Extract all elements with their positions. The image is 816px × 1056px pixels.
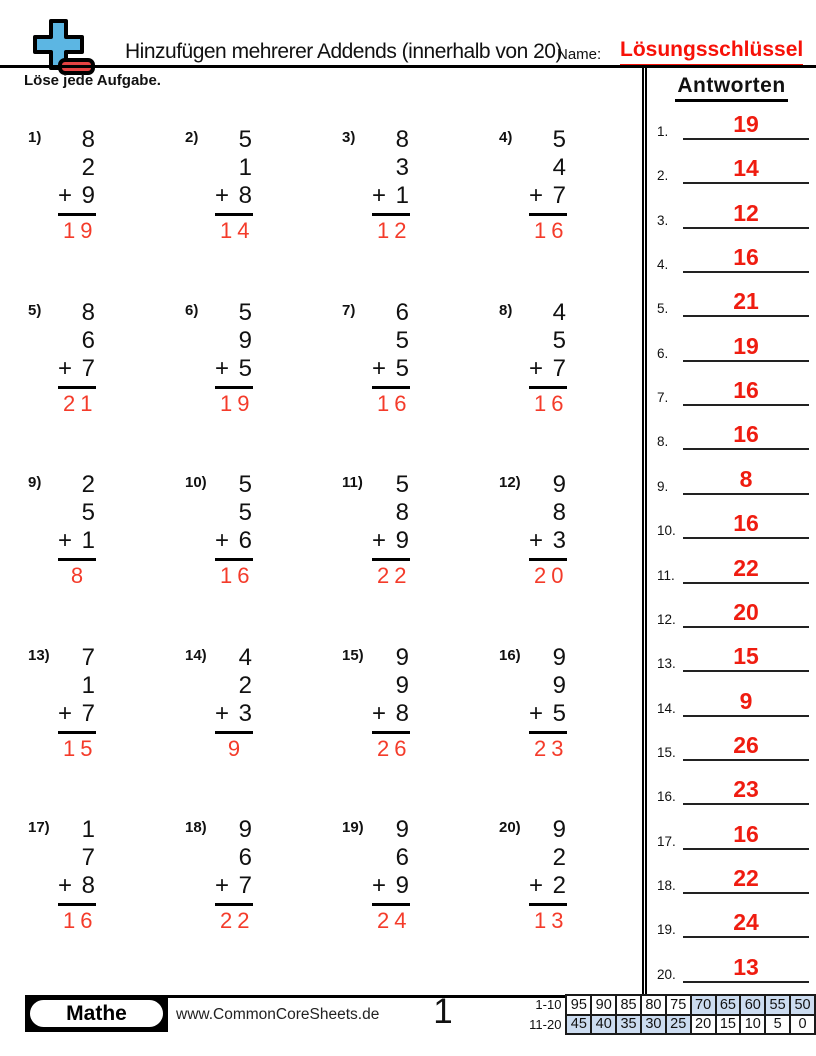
problem-column [372, 471, 410, 589]
answer-blank-line: 20 [683, 599, 809, 628]
addend-1: 2 [81, 471, 94, 498]
answer-row [657, 908, 809, 938]
grading-cell: 10 [740, 1015, 765, 1035]
plus-sign: + [372, 182, 386, 209]
answer-row [657, 110, 809, 140]
plus-sign: + [215, 700, 229, 727]
answer-row [657, 465, 809, 495]
answer-number: 1. [657, 124, 669, 139]
problem-column [215, 816, 253, 934]
addend-3: 8 [238, 182, 251, 209]
subject-badge [25, 995, 168, 1032]
grading-cell: 25 [666, 1015, 691, 1035]
answer-number: 15. [657, 744, 676, 760]
answer-row [657, 598, 809, 628]
problem-answer: 12 [377, 218, 412, 243]
problem-answer: 24 [377, 908, 412, 933]
plus-sign: + [215, 355, 229, 382]
math-problem [28, 471, 96, 589]
problem-answer: 20 [534, 563, 569, 588]
math-problem [499, 126, 567, 244]
addend-3-row [58, 527, 96, 555]
problem-column [215, 471, 253, 589]
addend-2: 8 [552, 499, 565, 526]
math-problem [185, 644, 253, 762]
sum-line [372, 731, 410, 734]
grading-cell: 80 [641, 995, 666, 1015]
problem-number: 19) [342, 819, 364, 836]
grading-row [518, 1015, 815, 1035]
answer-row [657, 154, 809, 184]
answer-number: 8. [657, 434, 669, 450]
addend-1: 5 [552, 126, 565, 153]
plus-sign: + [372, 355, 386, 382]
sum-line [58, 731, 96, 734]
addend-3-row [58, 182, 96, 210]
math-problem [499, 471, 567, 589]
answer-row [657, 509, 809, 539]
addend-2: 2 [552, 844, 565, 871]
grading-cell: 40 [591, 1015, 616, 1035]
plus-sign: + [58, 700, 72, 727]
addend-2: 3 [395, 154, 408, 181]
addend-1: 4 [552, 299, 565, 326]
math-problem [499, 644, 567, 762]
problem-column [58, 816, 96, 934]
subject-label: Mathe [30, 1000, 163, 1027]
answer-blank-line: 15 [683, 643, 809, 672]
addend-1: 8 [395, 126, 408, 153]
math-problem [342, 299, 410, 417]
answer-blank-line: 19 [683, 333, 809, 362]
addend-1: 9 [395, 644, 408, 671]
answer-row [657, 731, 809, 761]
answer-blank-line: 16 [683, 510, 809, 539]
addend-1: 9 [238, 816, 251, 843]
plus-minus-logo-icon [26, 18, 98, 78]
addend-3-row [529, 700, 567, 728]
addend-3-row [529, 182, 567, 210]
addend-1: 9 [552, 644, 565, 671]
answer-row [657, 420, 809, 450]
plus-sign: + [58, 872, 72, 899]
addend-2: 2 [238, 672, 251, 699]
addend-3-row [372, 355, 410, 383]
addend-3: 8 [395, 700, 408, 727]
problem-answer: 19 [220, 391, 255, 416]
problem-number: 4) [499, 129, 513, 146]
sum-line [529, 558, 567, 561]
answer-row [657, 199, 809, 229]
answer-row [657, 332, 809, 362]
problem-column [372, 644, 410, 762]
problem-number: 15) [342, 647, 364, 664]
problem-column [58, 126, 96, 244]
problem-answer: 16 [534, 391, 569, 416]
plus-sign: + [372, 872, 386, 899]
sum-line [372, 903, 410, 906]
answer-row [657, 287, 809, 317]
problem-number: 1) [28, 129, 42, 146]
addend-1: 9 [552, 816, 565, 843]
addend-3-row [372, 527, 410, 555]
sum-line [215, 903, 253, 906]
problem-number: 3) [342, 129, 356, 146]
problem-number: 5) [28, 302, 42, 319]
addend-3-row [58, 700, 96, 728]
problem-column [58, 471, 96, 589]
plus-sign: + [215, 527, 229, 554]
answer-number: 18. [657, 877, 676, 893]
addend-3: 5 [238, 355, 251, 382]
grading-row [518, 995, 815, 1015]
addend-3-row [215, 182, 253, 210]
problem-column [529, 644, 567, 762]
answer-row [657, 775, 809, 805]
answer-blank-line: 21 [683, 288, 809, 317]
problem-number: 2) [185, 129, 199, 146]
answer-blank-line: 22 [683, 555, 809, 584]
addend-2: 1 [81, 672, 94, 699]
addend-1: 8 [81, 299, 94, 326]
answer-number: 19. [657, 922, 676, 938]
addend-3-row [58, 355, 96, 383]
problem-number: 11) [342, 474, 363, 491]
answers-header [647, 74, 816, 102]
problem-number: 13) [28, 647, 50, 664]
addend-3-row [215, 355, 253, 383]
plus-sign: + [58, 355, 72, 382]
problem-column [215, 644, 253, 762]
grading-cell: 95 [566, 995, 591, 1015]
sum-line [372, 558, 410, 561]
answer-number: 14. [657, 700, 676, 716]
addend-3: 7 [81, 355, 94, 382]
sum-line [58, 213, 96, 216]
grading-cell: 85 [616, 995, 641, 1015]
addend-3: 2 [552, 872, 565, 899]
addend-3-row [58, 872, 96, 900]
addend-2: 2 [81, 154, 94, 181]
answer-number: 9. [657, 478, 669, 494]
math-problem [28, 299, 96, 417]
answer-key-label: Lösungsschlüssel [620, 38, 803, 66]
grading-cell: 90 [591, 995, 616, 1015]
addend-3-row [215, 527, 253, 555]
answer-number: 4. [657, 257, 669, 273]
math-problem [342, 471, 410, 589]
addend-1: 7 [81, 644, 94, 671]
plus-sign: + [529, 700, 543, 727]
addend-3: 5 [552, 700, 565, 727]
addend-2: 1 [238, 154, 251, 181]
problem-answer: 21 [63, 391, 98, 416]
answer-blank-line: 26 [683, 732, 809, 761]
problem-number: 6) [185, 302, 199, 319]
grading-cell: 45 [566, 1015, 591, 1035]
problem-number: 10) [185, 474, 207, 491]
math-problem [28, 644, 96, 762]
problem-answer: 8 [70, 563, 89, 588]
answer-row [657, 243, 809, 273]
problem-column [215, 126, 253, 244]
plus-sign: + [529, 355, 543, 382]
answer-blank-line: 13 [683, 954, 809, 983]
answer-number: 2. [657, 168, 669, 184]
sum-line [215, 386, 253, 389]
answer-blank-line: 16 [683, 377, 809, 406]
grading-cell: 70 [691, 995, 716, 1015]
problem-column [58, 644, 96, 762]
answer-blank-line: 16 [683, 821, 809, 850]
answer-blank-line: 14 [683, 155, 809, 184]
math-problem [499, 816, 567, 934]
grading-cell: 35 [616, 1015, 641, 1035]
sum-line [529, 903, 567, 906]
problem-number: 16) [499, 647, 521, 664]
instruction-text: Löse jede Aufgabe. [24, 72, 161, 89]
sum-line [215, 731, 253, 734]
answer-number: 3. [657, 212, 669, 228]
answer-blank-line: 12 [683, 200, 809, 229]
grading-row-label: 1-10 [535, 997, 562, 1013]
addend-3-row [529, 872, 567, 900]
answer-row [657, 376, 809, 406]
addend-2: 5 [238, 499, 251, 526]
addend-3: 9 [395, 527, 408, 554]
addend-3-row [529, 355, 567, 383]
problem-answer: 13 [534, 908, 569, 933]
answer-row [657, 642, 809, 672]
problem-number: 14) [185, 647, 207, 664]
sum-line [529, 213, 567, 216]
problem-answer: 14 [220, 218, 255, 243]
grading-cell: 55 [765, 995, 790, 1015]
problem-column [372, 126, 410, 244]
problem-answer: 16 [377, 391, 412, 416]
problem-answer: 22 [377, 563, 412, 588]
math-problem [342, 816, 410, 934]
problem-number: 8) [499, 302, 513, 319]
addend-1: 8 [81, 126, 94, 153]
addend-3: 7 [552, 355, 565, 382]
problem-column [372, 816, 410, 934]
problem-number: 18) [185, 819, 207, 836]
answer-blank-line: 9 [683, 688, 809, 717]
problem-number: 20) [499, 819, 521, 836]
answer-blank-line: 23 [683, 776, 809, 805]
math-problem [28, 126, 96, 244]
problem-column [215, 299, 253, 417]
problem-answer: 16 [220, 563, 255, 588]
answer-number: 16. [657, 789, 676, 805]
sum-line [372, 386, 410, 389]
addend-1: 1 [81, 816, 94, 843]
website-url: www.CommonCoreSheets.de [176, 1006, 380, 1023]
answer-number: 13. [657, 656, 676, 672]
problem-number: 7) [342, 302, 356, 319]
problem-answer: 26 [377, 736, 412, 761]
addend-1: 4 [238, 644, 251, 671]
sum-line [529, 386, 567, 389]
problem-answer: 23 [534, 736, 569, 761]
problem-column [529, 126, 567, 244]
addend-3-row [529, 527, 567, 555]
plus-sign: + [58, 182, 72, 209]
addend-3: 9 [81, 182, 94, 209]
grading-cell: 5 [765, 1015, 790, 1035]
problem-column [529, 299, 567, 417]
sum-line [372, 213, 410, 216]
grading-scale-table [518, 994, 816, 1035]
grading-cell: 30 [641, 1015, 666, 1035]
grading-cell: 20 [691, 1015, 716, 1035]
problem-column [372, 299, 410, 417]
addend-2: 8 [395, 499, 408, 526]
plus-sign: + [372, 527, 386, 554]
grading-row-label: 11-20 [529, 1016, 562, 1032]
plus-sign: + [215, 872, 229, 899]
math-problem [185, 126, 253, 244]
addend-2: 5 [552, 327, 565, 354]
answer-number: 10. [657, 523, 676, 539]
addend-2: 5 [81, 499, 94, 526]
addend-3-row [215, 872, 253, 900]
sum-line [215, 213, 253, 216]
math-problem [499, 299, 567, 417]
answer-row [657, 953, 809, 983]
problem-answer: 15 [63, 736, 98, 761]
answer-number: 11. [657, 567, 675, 583]
addend-1: 5 [395, 471, 408, 498]
addend-1: 6 [395, 299, 408, 326]
answer-number: 12. [657, 611, 676, 627]
addend-2: 6 [395, 844, 408, 871]
addend-3-row [372, 700, 410, 728]
answer-blank-line: 24 [683, 909, 809, 938]
addend-3: 9 [395, 872, 408, 899]
name-label: Name: [557, 46, 602, 63]
problem-number: 17) [28, 819, 50, 836]
math-problem [185, 471, 253, 589]
addend-3: 6 [238, 527, 251, 554]
addend-3: 7 [238, 872, 251, 899]
plus-sign: + [529, 527, 543, 554]
answer-row [657, 864, 809, 894]
answer-blank-line: 16 [683, 421, 809, 450]
grading-cell: 15 [716, 1015, 741, 1035]
addend-1: 5 [238, 299, 251, 326]
answers-column [642, 67, 816, 995]
addend-1: 5 [238, 471, 251, 498]
answer-row [657, 687, 809, 717]
addend-2: 6 [81, 327, 94, 354]
addend-2: 5 [395, 327, 408, 354]
answers-header-label: Antworten [675, 74, 787, 102]
answer-blank-line: 22 [683, 865, 809, 894]
problem-number: 9) [28, 474, 42, 491]
answer-row [657, 554, 809, 584]
addend-3: 3 [552, 527, 565, 554]
problem-answer: 16 [63, 908, 98, 933]
addend-2: 9 [238, 327, 251, 354]
math-problem [185, 299, 253, 417]
sum-line [58, 558, 96, 561]
addend-3: 7 [81, 700, 94, 727]
answer-blank-line: 8 [683, 466, 809, 495]
plus-sign: + [372, 700, 386, 727]
grading-cell: 50 [790, 995, 815, 1015]
addend-3: 7 [552, 182, 565, 209]
grading-cell: 65 [716, 995, 741, 1015]
addend-2: 6 [238, 844, 251, 871]
problem-answer: 22 [220, 908, 255, 933]
problem-answer: 16 [534, 218, 569, 243]
answer-number: 7. [657, 390, 669, 406]
plus-sign: + [58, 527, 72, 554]
addend-3: 1 [81, 527, 94, 554]
addend-1: 9 [552, 471, 565, 498]
addend-2: 9 [395, 672, 408, 699]
problem-column [529, 471, 567, 589]
answer-blank-line: 19 [683, 111, 809, 140]
sum-line [529, 731, 567, 734]
answer-blank-line: 16 [683, 244, 809, 273]
addend-3: 5 [395, 355, 408, 382]
answer-row [657, 820, 809, 850]
addend-3: 1 [395, 182, 408, 209]
answer-number: 5. [657, 301, 669, 317]
grading-cell: 60 [740, 995, 765, 1015]
addend-3-row [215, 700, 253, 728]
math-problem [342, 644, 410, 762]
addend-1: 5 [238, 126, 251, 153]
sum-line [58, 903, 96, 906]
math-problem [185, 816, 253, 934]
math-problem [28, 816, 96, 934]
sum-line [215, 558, 253, 561]
sum-line [58, 386, 96, 389]
answer-number: 17. [657, 833, 676, 849]
answer-number: 20. [657, 966, 676, 982]
math-problem [342, 126, 410, 244]
addend-3: 8 [81, 872, 94, 899]
addend-3: 3 [238, 700, 251, 727]
addend-3-row [372, 182, 410, 210]
addend-1: 9 [395, 816, 408, 843]
grading-cell: 0 [790, 1015, 815, 1035]
addend-3-row [372, 872, 410, 900]
plus-sign: + [529, 182, 543, 209]
answer-number: 6. [657, 345, 669, 361]
addend-2: 4 [552, 154, 565, 181]
addend-2: 9 [552, 672, 565, 699]
page-number: 1 [433, 992, 453, 1031]
addend-2: 7 [81, 844, 94, 871]
problem-column [529, 816, 567, 934]
page-title: Hinzufügen mehrerer Addends (innerhalb von 20) [125, 40, 562, 63]
plus-sign: + [215, 182, 229, 209]
plus-sign: + [529, 872, 543, 899]
problem-number: 12) [499, 474, 521, 491]
problem-answer: 9 [227, 736, 246, 761]
problem-column [58, 299, 96, 417]
problem-answer: 19 [63, 218, 98, 243]
grading-cell: 75 [666, 995, 691, 1015]
